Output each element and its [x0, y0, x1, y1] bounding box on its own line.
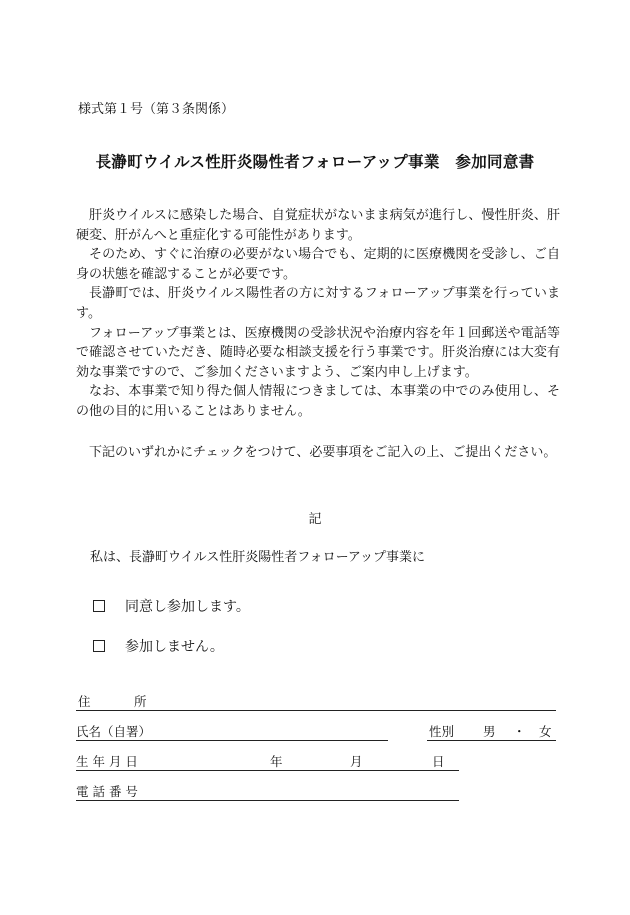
- sex-field[interactable]: [427, 723, 556, 741]
- decline-checkbox[interactable]: [93, 640, 105, 652]
- decline-option-label: 参加しません。: [125, 639, 224, 655]
- sex-separator: ・: [513, 724, 526, 739]
- instruction-text: [76, 443, 560, 463]
- sex-male[interactable]: 男: [483, 724, 496, 739]
- name-field[interactable]: [76, 723, 388, 741]
- intro-text: [76, 206, 560, 422]
- ki-heading: 記: [308, 512, 322, 527]
- birthdate-field[interactable]: [76, 753, 459, 771]
- address-field[interactable]: [76, 693, 556, 711]
- birth-month-label: 月: [350, 754, 363, 769]
- address-label-1: 住: [78, 694, 91, 709]
- decline-option[interactable]: [93, 636, 224, 656]
- birth-day-label: 日: [432, 754, 445, 769]
- agree-option[interactable]: [93, 596, 250, 616]
- intro-paragraph: 肝炎ウイルスに感染した場合、自覚症状がないまま病気が進行し、慢性肝炎、肝硬変、肝がんへと重症化する可能性があります。: [76, 208, 560, 243]
- phone-field[interactable]: [76, 783, 459, 801]
- form-number: 様式第１号（第３条関係）: [78, 102, 235, 117]
- intro-paragraph: なお、本事業で知り得た個人情報につきましては、本事業の中でのみ使用し、その他の目的に用いることはありません。: [76, 384, 560, 419]
- document-title: 長瀞町ウイルス性肝炎陽性者フォローアップ事業 参加同意書: [95, 152, 535, 171]
- instruction-paragraph: 下記のいずれかにチェックをつけて、必要事項をご記入の上、ご提出ください。: [89, 445, 557, 460]
- sex-female[interactable]: 女: [539, 724, 552, 739]
- agree-checkbox[interactable]: [93, 600, 105, 612]
- intro-paragraph: フォローアップ事業とは、医療機関の受診状況や治療内容を年１回郵送や電話等で確認させていただき、随時必要な相談支援を行う事業です。肝炎治療には大変有効な事業ですので、ご参加くださいますよう、ご案内申し上げます。: [76, 325, 560, 380]
- address-label-2: 所: [134, 694, 147, 709]
- phone-label: 電 話 番 号: [76, 784, 138, 799]
- consent-statement: 私は、長瀞町ウイルス性肝炎陽性者フォローアップ事業に: [90, 550, 426, 565]
- intro-paragraph: 長瀞町では、肝炎ウイルス陽性者の方に対するフォローアップ事業を行っています。: [76, 286, 560, 321]
- birth-year-label: 年: [270, 754, 283, 769]
- sex-label: 性別: [429, 724, 455, 739]
- intro-paragraph: そのため、すぐに治療の必要がない場合でも、定期的に医療機関を受診し、ご自身の状態を確認することが必要です。: [76, 247, 560, 282]
- birthdate-label: 生 年 月 日: [76, 754, 138, 769]
- agree-option-label: 同意し参加します。: [125, 599, 250, 615]
- name-label: 氏名（自署）: [76, 724, 152, 739]
